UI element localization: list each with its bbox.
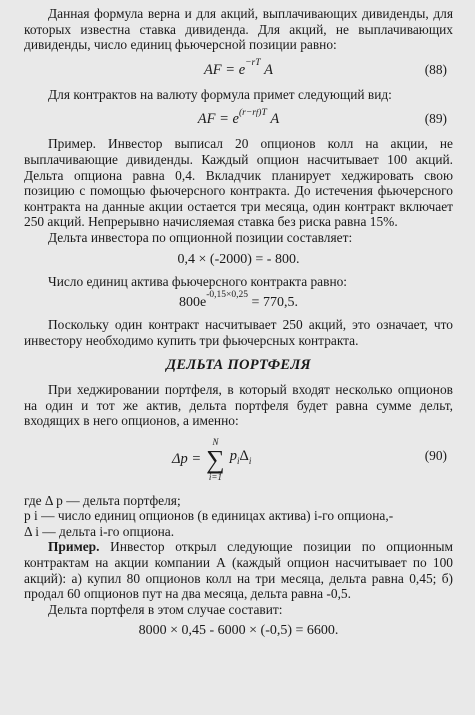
sum-symbol (206, 438, 225, 482)
paragraph-currency: Для контрактов на валюту формула примет следующий вид: (48, 86, 392, 102)
formula-90-term (230, 449, 252, 469)
calculation-2-result: = 770,5. (248, 295, 298, 311)
definition-delta-p: где Δ p — дельта портфеля; (24, 492, 181, 508)
example-label: Пример. (48, 539, 100, 555)
paragraph-intro: Данная формула верна и для акций, выплачивающих дивиденды, для которых известна ставка дивиденда. Для акций, не выплачивающих дивиденды, число единиц фьючерсной позиции равно: (24, 6, 453, 53)
formula-89-lhs: AF = e (197, 111, 239, 128)
sum-lower-limit: i=1 (208, 471, 222, 482)
paragraph-example-1: Пример. Инвестор выписал 20 опционов колл на акции, не выплачивающие дивиденды. Каждый опцион насчитывает 100 акций. Дельта опциона равна 0,4. Вкладчик планирует хеджировать свою позицию с помощью фьючерсного контракта. До истечения фьючерсного контракта на данные акции остается три месяца, один контракт включает 250 акций. Непрерывно начисляемая ставка без риска равна 15%. (24, 136, 453, 230)
paragraph-example-2 (24, 539, 453, 601)
equation-number-88: (88) (424, 61, 447, 77)
formula-88-rhs: A (264, 61, 274, 78)
formula-88 (24, 55, 453, 85)
sigma-glyph: ∑ (206, 444, 225, 474)
calculation-2 (24, 289, 453, 317)
formula-88-exponent: −rT (245, 57, 261, 68)
paragraph-portfolio: При хеджировании портфеля, в который входят несколько опционов на один и тот же актив, дельта портфеля будет равна сумме дельт, входящих в него опционов, а именно: (24, 381, 453, 429)
paragraph-portfolio-delta: Дельта портфеля в этом случае составит: (48, 601, 283, 617)
paragraph-delta-position: Дельта инвестора по опционной позиции составляет: (48, 229, 353, 245)
formula-89-exponent-end: )T (258, 107, 267, 118)
formula-89 (24, 104, 453, 134)
formula-89-rhs: A (270, 111, 280, 128)
formula-90-sub-1: i (236, 456, 240, 467)
formula-90-lhs: Δp = (172, 450, 202, 467)
paragraph-units: Число единиц актива фьючерсного контракта равно: (48, 273, 348, 289)
formula-90-sub-2: i (248, 456, 252, 467)
section-heading: ДЕЛЬТА ПОРТФЕЛЯ (166, 357, 311, 374)
calculation-1: 0,4 × (-2000) = - 800. (177, 251, 300, 267)
calculation-2-exponent: -0,15×0,25 (206, 290, 249, 301)
calculation-2-base: 800e (179, 295, 207, 311)
formula-90-delta: Δ (239, 448, 249, 465)
formula-89-exponent: (r−r (238, 107, 256, 118)
definition-p-i: p i — число единиц опционов (в единицах актива) i-го опциона,- (24, 508, 394, 524)
formula-90-p: p (229, 448, 237, 465)
definition-delta-i: Δ i — дельта i-го опциона. (24, 523, 175, 539)
paragraph-conclusion: Поскольку один контракт насчитывает 250 акций, это означает, что инвестору необходимо купить три фьючерсных контракта. (24, 317, 453, 348)
equation-number-89: (89) (424, 111, 447, 127)
calculation-3: 8000 × 0,45 - 6000 × (-0,5) = 6600. (138, 623, 339, 639)
sum-upper-limit: N (212, 436, 219, 447)
formula-89-exponent-sub: f (255, 106, 259, 117)
formula-88-lhs: AF = e (203, 61, 246, 78)
formula-90 (24, 435, 453, 485)
example-2-text: Инвестор открыл следующие позиции по опционным контрактам на акции компании А (каждый опцион насчитывает по 100 акций): а) купил 80 опционов колл на три месяца, дельта равна 0,45; б) продал 60 опционов пут на два месяца, дельта равна -0,5. (24, 539, 453, 602)
equation-number-90: (90) (424, 447, 447, 463)
